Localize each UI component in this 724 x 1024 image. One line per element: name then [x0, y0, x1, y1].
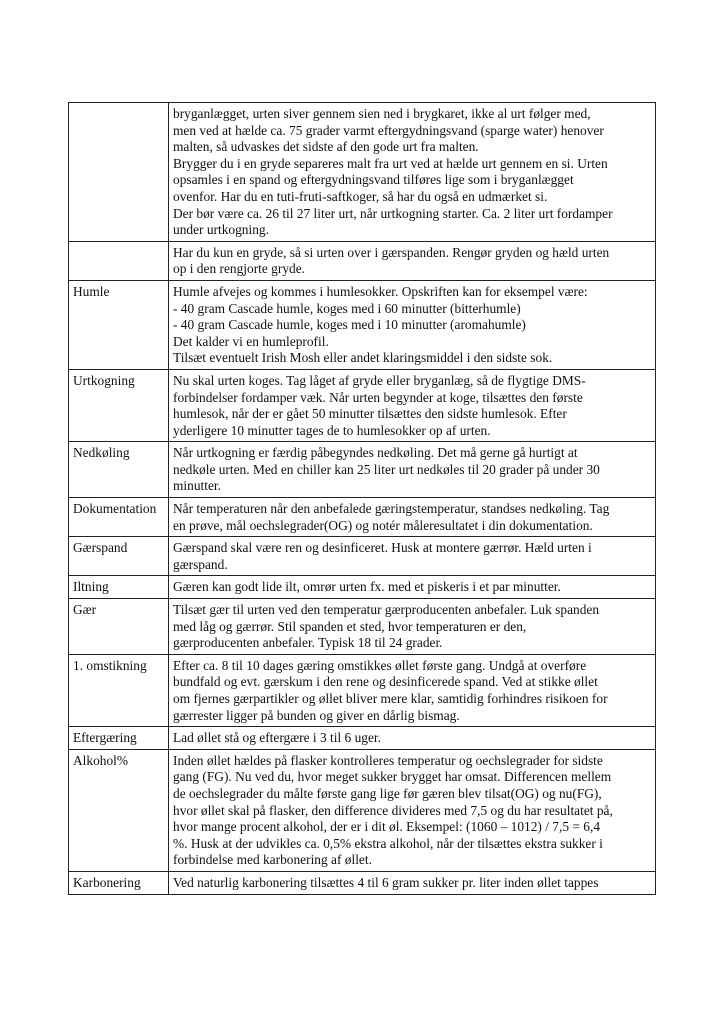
- content-line: gærspand.: [173, 556, 228, 572]
- content-line: opsamles i en spand og eftergydningsvand tilføres lige som i bryganlægget: [173, 172, 574, 188]
- table-row: [69, 871, 656, 894]
- content-line: de oechslegrader du målte første gang lige før gæren blev tilsat(OG) og nu(FG),: [173, 785, 602, 801]
- row-content: [169, 442, 656, 498]
- content-line: Når temperaturen når den anbefalede gæringstemperatur, standses nedkøling. Tag: [173, 501, 610, 517]
- table-row: [69, 537, 656, 576]
- row-content: [169, 498, 656, 537]
- content-line: Gærspand skal være ren og desinficeret. Husk at montere gærrør. Hæld urten i: [173, 540, 592, 556]
- row-label: Dokumentation: [69, 498, 169, 537]
- content-line: nedkøle urten. Med en chiller kan 25 liter urt nedkøles til 20 grader på under 30: [173, 461, 600, 477]
- content-line: gærproducenten anbefaler. Typisk 18 til 24 grader.: [173, 635, 443, 651]
- content-line: Har du kun en gryde, så si urten over i gærspanden. Rengør gryden og hæld urten: [173, 244, 610, 260]
- content-line: med låg og gærrør. Stil spanden et sted, hvor temperaturen er den,: [173, 618, 527, 634]
- content-line: ovenfor. Har du en tuti-fruti-saftkoger, så har du også en udmærket si.: [173, 188, 548, 204]
- content-line: Der bør være ca. 26 til 27 liter urt, når urtkogning starter. Ca. 2 liter urt fordamper: [173, 205, 613, 221]
- row-label: Urtkogning: [69, 369, 169, 441]
- content-line: Gæren kan godt lide ilt, omrør urten fx. med et piskeris i et par minutter.: [173, 579, 561, 595]
- content-line: malten, så udvaskes det sidste af den gode urt fra malten.: [173, 139, 479, 155]
- table-row: [69, 654, 656, 726]
- content-line: en prøve, mål oechslegrader(OG) og notér måleresultatet i din dokumentation.: [173, 517, 593, 533]
- row-content: [169, 103, 656, 242]
- row-content: [169, 654, 656, 726]
- row-content: [169, 369, 656, 441]
- content-line: bryganlægget, urten siver gennem sien ned i brygkaret, ikke al urt følger med,: [173, 106, 591, 121]
- row-label: Alkohol%: [69, 749, 169, 871]
- content-line: Humle afvejes og kommes i humlesokker. Opskriften kan for eksempel være:: [173, 283, 588, 299]
- content-line: Lad øllet stå og eftergære i 3 til 6 uger.: [173, 730, 381, 746]
- table-row: [69, 241, 656, 280]
- content-line: men ved at hælde ca. 75 grader varmt eftergydningsvand (sparge water) henover: [173, 122, 604, 138]
- content-line: gærrester ligger på bunden og giver en dårlig bismag.: [173, 707, 460, 723]
- content-line: humlesok, når der er gået 50 minutter tilsættes den sidste humlesok. Efter: [173, 406, 567, 422]
- table-body: [69, 103, 656, 895]
- brewing-steps-table: [68, 102, 656, 895]
- row-label: [69, 103, 169, 242]
- row-label: Karbonering: [69, 871, 169, 894]
- content-line: Brygger du i en gryde separeres malt fra urt ved at hælde urt gennem en si. Urten: [173, 155, 608, 171]
- content-line: yderligere 10 minutter tages de to humlesokker op af urten.: [173, 422, 491, 438]
- row-label: [69, 241, 169, 280]
- content-line: om fjernes gærpartikler og øllet bliver mere klar, samtidig forhindres risikoen for: [173, 691, 608, 706]
- row-label: Gær: [69, 599, 169, 655]
- table-row: [69, 749, 656, 871]
- content-line: bundfald og evt. gærskum i den rene og desinficerede spand. Ved at stikke øllet: [173, 674, 598, 690]
- row-content: [169, 599, 656, 655]
- content-line: gang (FG). Nu ved du, hvor meget sukker brygget har omsat. Differencen mellem: [173, 769, 612, 785]
- table-row: [69, 280, 656, 369]
- row-content: [169, 749, 656, 871]
- row-content: [169, 871, 656, 894]
- content-line: - 40 gram Cascade humle, koges med i 60 minutter (bitterhumle): [173, 300, 521, 316]
- content-line: - 40 gram Cascade humle, koges med i 10 minutter (aromahumle): [173, 317, 526, 333]
- content-line: Nu skal urten koges. Tag låget af gryde eller bryganlæg, så de flygtige DMS-: [173, 372, 586, 388]
- row-label: Nedkøling: [69, 442, 169, 498]
- content-line: hvor øllet skal på flasker, den difference divideres med 7,5 og du har resultatet på,: [173, 802, 613, 818]
- row-content: [169, 241, 656, 280]
- content-line: minutter.: [173, 478, 221, 494]
- content-line: Når urtkogning er færdig påbegyndes nedkøling. Det må gerne gå hurtigt at: [173, 445, 578, 461]
- row-content: [169, 537, 656, 576]
- content-line: Efter ca. 8 til 10 dages gæring omstikkes øllet første gang. Undgå at overføre: [173, 657, 587, 673]
- content-line: op i den rengjorte gryde.: [173, 261, 306, 277]
- content-line: Ved naturlig karbonering tilsættes 4 til 6 gram sukker pr. liter inden øllet tappes: [173, 874, 599, 890]
- table-row: [69, 498, 656, 537]
- table-row: [69, 442, 656, 498]
- row-label: Iltning: [69, 576, 169, 599]
- content-line: forbindelse med karbonering af øllet.: [173, 852, 372, 868]
- table-row: [69, 599, 656, 655]
- table-row: [69, 727, 656, 750]
- table-row: [69, 103, 656, 242]
- row-content: [169, 280, 656, 369]
- content-line: under urtkogning.: [173, 222, 269, 238]
- content-line: Det kalder vi en humleprofil.: [173, 333, 329, 349]
- content-line: Tilsæt eventuelt Irish Mosh eller andet klaringsmiddel i den sidste sok.: [173, 350, 553, 366]
- content-line: Inden øllet hældes på flasker kontrolleres temperatur og oechslegrader for sidste: [173, 752, 603, 768]
- row-label: 1. omstikning: [69, 654, 169, 726]
- table-row: [69, 576, 656, 599]
- row-label: Eftergæring: [69, 727, 169, 750]
- row-content: [169, 576, 656, 599]
- content-line: Tilsæt gær til urten ved den temperatur gærproducenten anbefaler. Luk spanden: [173, 602, 600, 618]
- content-line: %. Husk at der udvikles ca. 0,5% ekstra alkohol, når der tilsættes ekstra sukker i: [173, 835, 603, 851]
- content-line: hvor mange procent alkohol, der er i dit øl. Eksempel: (1060 – 1012) / 7,5 = 6,4: [173, 819, 601, 835]
- row-content: [169, 727, 656, 750]
- content-line: forbindelser fordamper væk. Når urten begynder at koge, tilsættes den første: [173, 389, 583, 405]
- row-label: Gærspand: [69, 537, 169, 576]
- row-label: Humle: [69, 280, 169, 369]
- table-row: [69, 369, 656, 441]
